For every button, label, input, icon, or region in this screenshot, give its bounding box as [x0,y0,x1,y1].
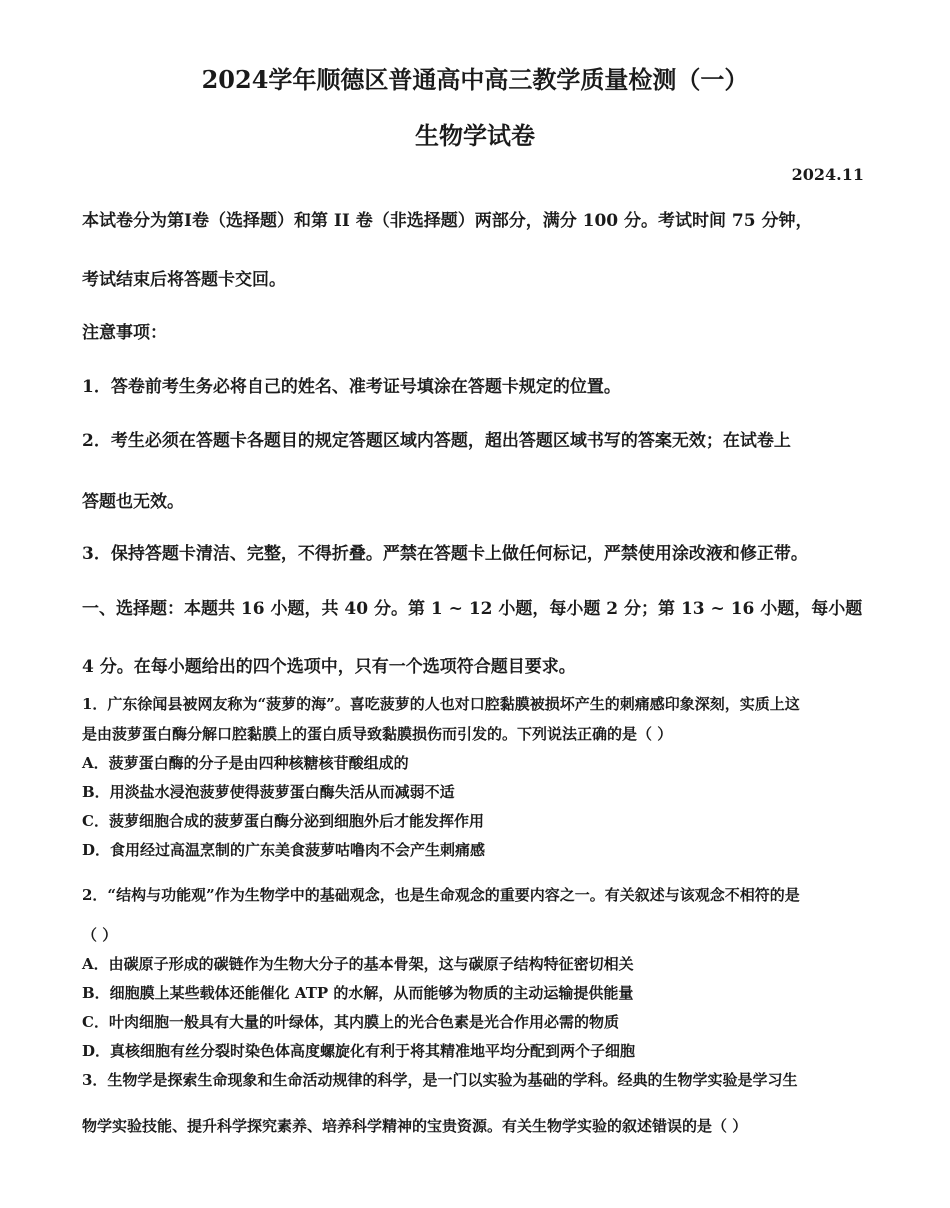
q1-option-b: B．用淡盐水浸泡菠萝使得菠萝蛋白酶失活从而减弱不适 [82,783,455,801]
q1-option-c: C．菠萝细胞合成的菠萝蛋白酶分泌到细胞外后才能发挥作用 [82,812,484,830]
q1-stem-line-2: 是由菠萝蛋白酶分解口腔黏膜上的蛋白质导致黏膜损伤而引发的。下列说法正确的是（ ） [82,725,673,743]
q2-stem-line-1: 2．“结构与功能观”作为生物学中的基础观念，也是生命观念的重要内容之一。有关叙述与该观念不相符的是 [82,886,800,904]
q1-option-d: D．食用经过高温烹制的广东美食菠萝咕噜肉不会产生刺痛感 [82,841,486,859]
exam-title: 2024学年顺德区普通高中高三教学质量检测（一） [201,65,749,94]
q3-stem-line-1: 3．生物学是探索生命现象和生命活动规律的科学，是一门以实验为基础的学科。经典的生物学实验是学习生 [82,1071,798,1089]
notes-heading: 注意事项： [82,323,167,343]
q3-stem-line-2: 物学实验技能、提升科学探究素养、培养科学精神的宝贵资源。有关生物学实验的叙述错误的是（ ） [82,1117,748,1135]
exam-subtitle: 生物学试卷 [415,121,535,150]
q2-option-b: B．细胞膜上某些载体还能催化 ATP 的水解，从而能够为物质的主动运输提供能量 [82,984,634,1002]
intro-line-1: 本试卷分为第Ⅰ卷（选择题）和第 II 卷（非选择题）两部分，满分 100 分。考试时间 75 分钟， [82,211,813,231]
section-1-line-1: 一、选择题：本题共 16 小题，共 40 分。第 1 ~ 12 小题，每小题 2 分；第 13 ~ 16 小题，每小题 [82,599,863,619]
q1-stem-line-1: 1．广东徐闻县被网友称为“菠萝的海”。喜吃菠萝的人也对口腔黏膜被损坏产生的刺痛感印象深刻，实质上这 [82,695,800,713]
notes-item-2-line-1: 2．考生必须在答题卡各题目的规定答题区域内答题，超出答题区域书写的答案无效；在试卷上 [82,431,791,451]
q2-option-a: A．由碳原子形成的碳链作为生物大分子的基本骨架，这与碳原子结构特征密切相关 [82,955,634,973]
notes-item-2-line-2: 答题也无效。 [82,492,184,512]
q1-option-a: A．菠萝蛋白酶的分子是由四种核糖核苷酸组成的 [82,754,409,772]
intro-line-2: 考试结束后将答题卡交回。 [82,270,286,290]
notes-item-1: 1．答卷前考生务必将自己的姓名、准考证号填涂在答题卡规定的位置。 [82,377,621,397]
q2-option-c: C．叶肉细胞一般具有大量的叶绿体，其内膜上的光合色素是光合作用必需的物质 [82,1013,619,1031]
q2-stem-line-2: （ ） [82,926,118,944]
q2-option-d: D．真核细胞有丝分裂时染色体高度螺旋化有利于将其精准地平均分配到两个子细胞 [82,1042,636,1060]
notes-item-3: 3．保持答题卡清洁、完整，不得折叠。严禁在答题卡上做任何标记，严禁使用涂改液和修正带。 [82,544,808,564]
section-1-line-2: 4 分。在每小题给出的四个选项中，只有一个选项符合题目要求。 [82,657,576,677]
exam-date: 2024.11 [791,165,864,184]
